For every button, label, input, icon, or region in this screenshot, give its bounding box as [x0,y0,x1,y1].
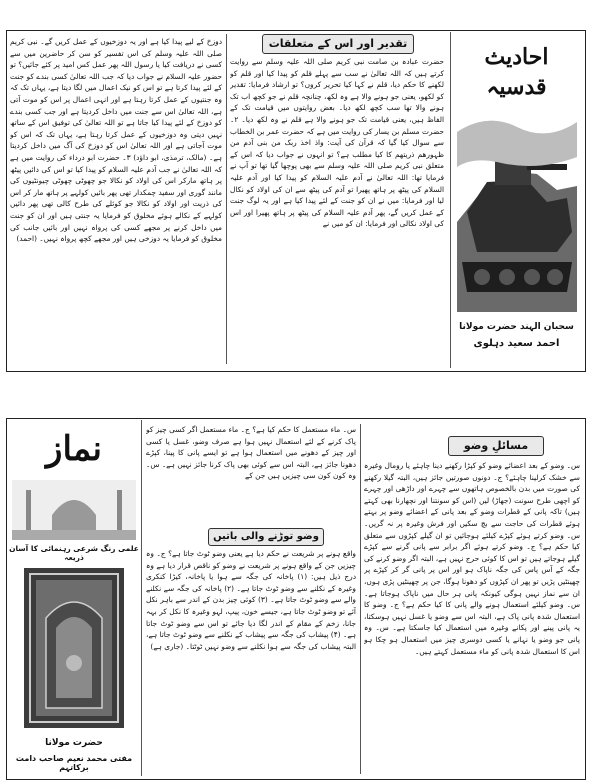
bottom-mid-column-text-b: واقع ہونے پر شریعت نے حکم دیا ہے یعنی وضو ٹوٹ جاتا ہے؟ ج۔ وہ چیزیں جن کے واقع ہونے پر شریعت نے وضو کو ناقص قرار دیا ہے وہ درج ذیل ہیں: (۱) پاخانہ کی جگہ سے ہوا یا پاخانہ، کیڑا کنکری وغیرہ کے نکلنے سے وضو ٹوٹ جاتا ہے۔ (۲) پاخانہ کی جگہ سے نکلنے والے سے وضو ٹوٹ جاتا ہے۔ (۳) کوئی چیز بدن کے اندر سے باہر نکل آئے تو وضو ٹوٹ جاتا ہے، جیسے خون، پیپ، لہو وغیرہ کا نکل کر بہہ جانا، زخم کے مقام کے اندر لگا دیا جائے تو اس سے وضو ٹوٹ جاتا ہے۔ (۴) پیشاب کی جگہ سے پیشاب کے نکلنے سے وضو ٹوٹ جاتا ہے، البتہ پیشاب کی جگہ سے ہوا نکلنے سے وضو نہیں ٹوٹتا۔ (جاری ہے) [146,549,356,651]
top-mid-heading: تقدیر اور اس کے متعلقات [262,34,414,54]
bottom-sidebar-caption-1: حضرت مولانا [45,738,103,748]
bottom-sidebar-title: نماز [46,429,102,469]
prayer-mat-illustration [24,568,124,728]
top-sidebar [451,32,582,368]
bottom-right-column-text: س۔ وضو کے بعد اعضائے وضو کو کپڑا رکھنے دینا چاہئے یا رومال وغیرہ سے خشک کرلینا چاہئے؟ ج۔ دونوں صورتیں جائز ہیں، البتہ گیلا رکھنے کی صورت میں بدن بالخصوص ہاتھوں سے چہرے اور داڑھی اور چہرے کو اچھی طرح سونت (جھاڑ) لیں (اس کو سونتنا اور نچھارنا بھی کہتے ہیں) تاکہ پانی کے قطرات وضو کے بعد پانی کے اعضائے وضو پر بہتے ہوئے قطرات کی حاجت سے بچ سکیں اور فرش وغیرہ پر نہ گریں۔ س۔ وضو کرتے ہوئے کپڑے کیلئے ہوجائیں تو ان گیلے کپڑوں سے متعلق کیا حکم ہے؟ ج۔ وضو کرتے ہوئے اگر برابر سے پانی گرنے سے کپڑے گیلے ہوجاتے ہیں تو اس کا کوئی حرج نہیں ہے، البتہ اگر وضو کرنے کی جگہ کے آس پاس کی جگہ ناپاک ہو اور اس پر پانی گر کر کپڑے پر چھینٹیں پڑیں تو پھر ان کپڑوں کو دھونا ہوگا، جن پر چھینٹیں پڑی ہوں، ان سے نماز نہیں ہوگی کیونکہ پانی ہر حال میں ناپاک ہوجاتا ہے۔ س۔ وضو کیلئے استعمال ہونے والے پانی کا کیا حکم ہے؟ ج۔ وضو کا استعمال شدہ پانی پاک ہے، البتہ اس سے وضو یا غسل نہیں ہوسکتا، یہ پانی پینے اور پکانے وغیرہ میں استعمال کیا جاسکتا ہے۔ س۔ وہ پانی جو وضو یا نہانے یا کسی دوسری چیز میں استعمال ہو چکا ہو اس کا استعمال شدہ پانی کو ماء مستعمل کہتے ہیں۔ [364,461,580,656]
bottom-column-divider [360,424,361,774]
bottom-sidebar [8,420,140,776]
bottom-mid-heading: وضو توڑنے والی باتیں [208,528,324,546]
top-sidebar-caption-2: احمد سعید دہلوی [473,338,560,349]
top-column-divider [226,34,227,364]
bottom-sidebar-subtitle: علمی رنگ شرعی رہنمائی کا آسان ذریعہ [9,544,139,562]
top-left-column-text: دوزخ کے لیے پیدا کیا ہے اور یہ دوزخیوں کے عمل کریں گے۔ نبی کریم صلی اللہ علیہ وسلم کی اس تفسیر کو سن کر حاضرین میں سے کسی نے دریافت کیا یا رسول اللہ پھر عمل کس امید پر کئے جائیں؟ تو حضور علیہ السلام نے جواب دیا کہ جب اللہ تعالیٰ کسی بندے کو جنت کے لئے پیدا کرتا ہے تو اس کو نیک اعمال میں لگا دیتا ہے، یہاں تک کہ وہ جنتیوں کے عمل کرتا رہتا ہے اور انہی اعمال پر اس کو موت آتی ہے، اللہ تعالیٰ اس سے جنت میں داخل کردیتا ہے اور جب کسی بندے کو دوزخ کے لئے پیدا کیا جاتا ہے تو اللہ تعالیٰ کی توفیق اس کے ساتھ نہیں دیتی وہ دوزخیوں کے عمل کرتا رہتا ہے، یہاں تک کہ اس کو موت آجاتی ہے اور اللہ تعالیٰ اس کو دوزخ کی آگ میں داخل کردیتا ہے۔ (مالک، ترمذی، ابو داؤد) ۳۔ حضرت ابو درداء کی روایت میں ہے کہ اللہ تعالیٰ نے جب آدم علیہ السلام کو پیدا کیا تو اس کی دائیں پیٹھ پر ہاتھ مارکر اس کی اولاد کو نکالا جو چھوٹی چھوٹی چیونٹیوں کی مانند گوری اور سفید چمکدار تھی پھر بائیں کولہے پر ہاتھ مار کر اس کی ذریت اور اولاد کو نکالا جو کوئلے کی طرح کالی تھی پھر دائیں کولہے کے نکالے ہوئے مخلوق کو فرمایا یہ جنتی ہیں اور ان کو جنت میں داخل کرنے پر مجھے کسی کی پرواہ نہیں اور بائیں جانب کی مخلوق کو فرمایا یہ دوزخی ہیں اور مجھے کچھ پرواہ نہیں۔ (احمد) [10,37,222,244]
bottom-sidebar-caption-2: مفتی محمد نعیم صاحب دامت برکاتہم [15,754,133,772]
bottom-right-heading: مسائلِ وضو [448,436,544,456]
top-sidebar-title: احادیث قدسیہ [484,44,549,100]
mosque-silhouette [12,480,136,540]
bottom-mid-column-text-a: س۔ ماء مستعمل کا حکم کیا ہے؟ ج۔ ماء مستعمل اگر کسی چیز کو پاک کرنے کے لئے استعمال نہیں ہوا ہے صرف وضو، غسل یا کسی اور چیز کے دھونے میں استعمال ہوا ہے تو ایسے پانی کا پینا، کپڑے دھونا جائز ہے، البتہ اس سے کوئی بھی پاک کرنا جائز نہیں ہے۔ س۔ وہ کون کون سی چیزیں ہیں جن کے [146,425,356,481]
top-mid-column-text: حضرت عبادہ بن صامت نبی کریم صلی اللہ علیہ وسلم سے روایت کرتے ہیں کہ اللہ تعالیٰ نے سب سے پہلے قلم کو پیدا کیا اور قلم کو لکھنے کا حکم دیا، قلم نے کہا کیا تحریر کروں؟ تو ارشاد فرمایا: تقدیر کو لکھو، یعنی جو ہونے والا ہے وہ لکھ، چنانچہ قلم نے جو کچھ اب تک ہونے والا تھا سب کچھ لکھ دیا۔ بعض روایتوں میں قیامت تک کے الفاظ ہیں، یعنی قیامت تک جو ہونے والا ہے قلم نے وہ لکھ دیا۔ ۲۔ حضرت مسلم بن یسار کی روایت میں ہے کہ حضرت عمر بن الخطاب سے سوال کیا گیا کہ قرآن کی آیت: واذ اخذ ربک من بنی آدم من ظہورھم ذریتھم کا کیا مطلب ہے؟ تو انہوں نے جواب دیا کہ اس کے متعلق نبی کریم صلی اللہ علیہ وسلم سے بھی پوچھا گیا تھا تو آپ نے فرمایا تھا: اللہ تعالیٰ نے آدم علیہ السلام کو پیدا کیا اور آدم علیہ السلام کی پیٹھ پر ہاتھ پھیرا تو آدم کی پیٹھ سے ان کی اولاد کو نکال لیا اور فرمایا: میں نے ان کو جنت کے لئے پیدا کیا ہے اور یہ لوگ جنت کے عمل کریں گے، پھر آدم علیہ السلام کی پیٹھ پر ہاتھ پھیرا اور اس کی اولاد نکالی اور فرمایا: ان کو میں نے [230,57,444,229]
top-sidebar-caption-1: سحبان الہند حضرت مولانا [459,322,574,332]
tank-illustration [457,102,577,312]
top-sidebar-divider [450,32,451,368]
bottom-sidebar-divider [141,420,142,776]
